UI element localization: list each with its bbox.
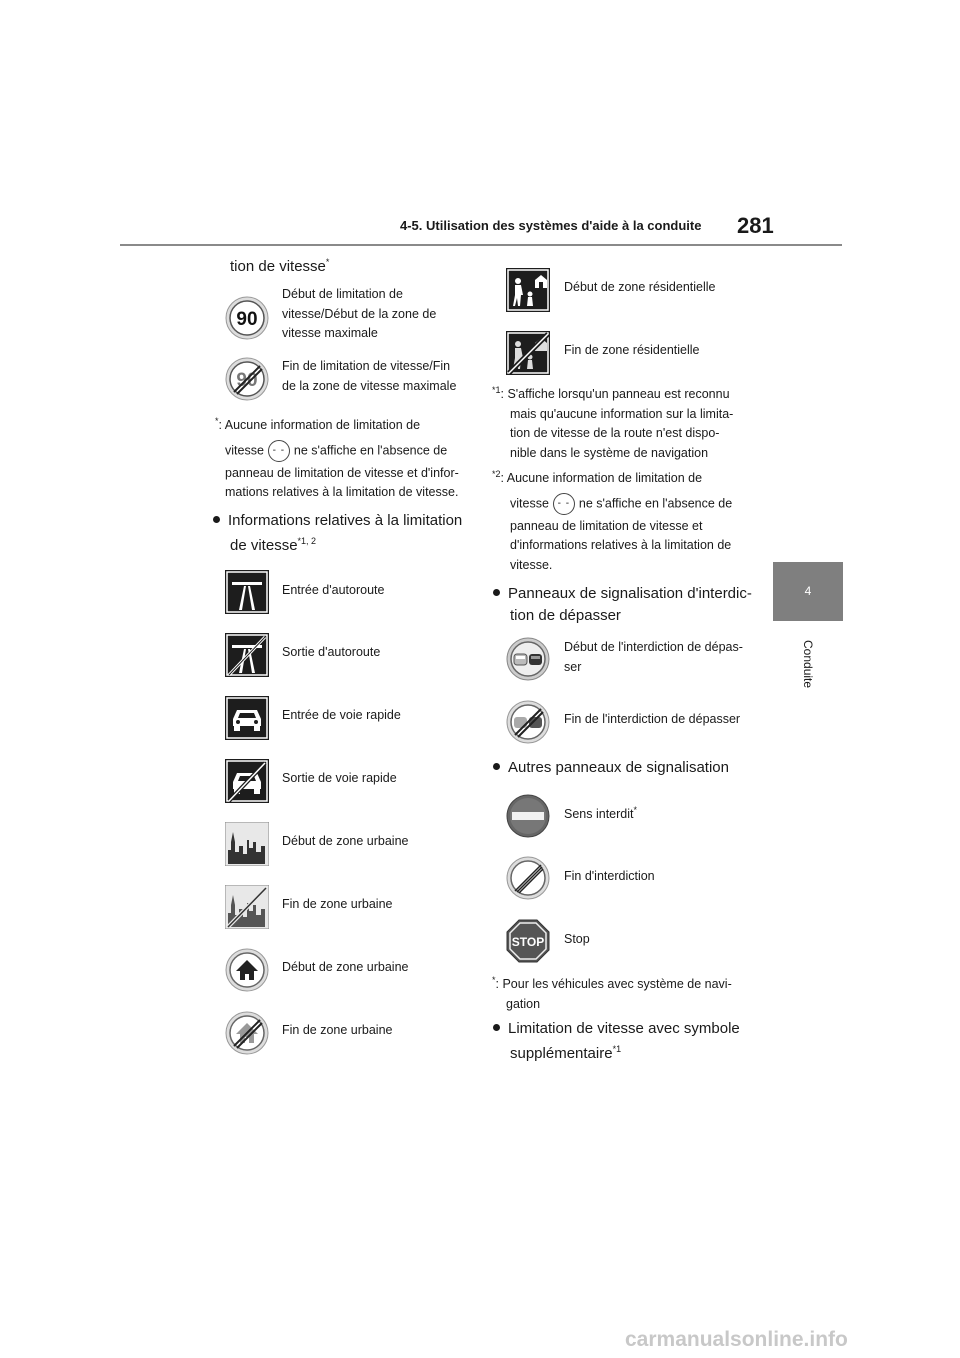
bullet-icon xyxy=(493,1024,500,1031)
header-divider xyxy=(120,244,842,246)
speed-90-text: 90 xyxy=(236,309,258,330)
footnote-text: vitesse. xyxy=(510,557,553,572)
heading-text: Autres panneaux de signalisation xyxy=(508,759,729,776)
no-entry-icon xyxy=(506,794,550,838)
motorway-exit-icon xyxy=(225,633,269,677)
sign-label: Début de zone urbaine xyxy=(282,834,409,848)
no-limit-dash-icon: - - xyxy=(268,440,290,462)
continued-heading xyxy=(230,256,329,278)
footnote-text: mations relatives à la limitation de vitesse. xyxy=(225,485,459,499)
footnote-text: nible dans le système de navigation xyxy=(510,445,709,460)
bullet-icon xyxy=(213,516,220,523)
speed-90-icon xyxy=(225,296,269,340)
page-number: 281 xyxy=(737,213,774,238)
heading-text: Panneaux de signalisation d'interdic- xyxy=(508,585,752,602)
heading-text: tion de dépasser xyxy=(510,607,621,624)
end-no-overtaking-icon xyxy=(506,700,550,744)
section-heading xyxy=(493,757,763,779)
footnote-text: : S'affiche lorsqu'un panneau est reconnu xyxy=(500,387,730,401)
end-speed-90-text: 90 xyxy=(236,370,258,391)
footnote-text: : Aucune information de limitation de xyxy=(500,471,703,485)
urban-house-end-icon xyxy=(225,1011,269,1055)
expressway-entry-icon xyxy=(225,696,269,740)
footnote-mark: * xyxy=(633,804,637,815)
sign-label: Entrée d'autoroute xyxy=(282,583,385,597)
footnote-text: d'informations relatives à la limitation de xyxy=(510,538,732,552)
sign-label-text: Sens interdit xyxy=(564,807,634,821)
sign-label: Début de zone résidentielle xyxy=(564,280,716,294)
footnote-text: tion de vitesse de la route n'est dispo- xyxy=(510,426,720,440)
residential-zone-start-icon xyxy=(506,268,550,312)
sign-label xyxy=(564,805,754,825)
sign-label: Fin de limitation de vitesse/Fin de la zone de vitesse maximale xyxy=(282,359,457,393)
section-heading xyxy=(493,583,763,627)
footnote-mark: *1 xyxy=(492,384,501,395)
sign-label: Fin de zone urbaine xyxy=(282,1023,393,1037)
heading-text: de vitesse xyxy=(230,537,298,554)
no-limit-dash-icon: - - xyxy=(553,493,575,515)
heading-text: supplémentaire xyxy=(510,1045,613,1062)
footnote xyxy=(492,385,762,463)
watermark: carmanualsonline.info xyxy=(625,1328,848,1351)
heading-text: Informations relatives à la limitation xyxy=(228,512,463,529)
footnote-mark: * xyxy=(325,257,330,267)
section-title: 4-5. Utilisation des systèmes d'aide à la conduite xyxy=(400,218,702,233)
footnote-text: ne s'affiche en l'absence de xyxy=(293,442,448,457)
chapter-tab[interactable]: 4 xyxy=(773,562,843,621)
footnote-text: gation xyxy=(506,996,541,1011)
footnote-mark: *1 xyxy=(612,1044,622,1054)
footnote-text: mais qu'aucune information sur la limita- xyxy=(510,406,734,421)
sign-label: Fin de zone résidentielle xyxy=(564,343,700,357)
footnote xyxy=(492,975,762,1014)
urban-house-start-icon xyxy=(225,948,269,992)
footnote xyxy=(215,416,470,503)
bullet-icon xyxy=(493,589,500,596)
stop-sign-text: STOP xyxy=(511,935,545,949)
continued-heading-text: tion de vitesse xyxy=(230,258,326,275)
section-heading xyxy=(213,510,473,557)
footnote-mark: *1, 2 xyxy=(297,536,317,546)
sign-label: Entrée de voie rapide xyxy=(282,708,401,722)
chapter-label xyxy=(768,640,848,700)
end-of-restrictions-icon xyxy=(506,856,550,900)
sign-label xyxy=(564,638,754,677)
chapter-label-text: Conduite xyxy=(801,640,815,689)
stop-sign-icon xyxy=(506,919,550,963)
footnote-mark: *2 xyxy=(492,468,501,479)
residential-zone-end-icon xyxy=(506,331,550,375)
sign-label-line: Fin de l'interdiction de dépasser xyxy=(564,712,741,726)
sign-label: Sortie de voie rapide xyxy=(282,771,397,785)
sign-label: Stop xyxy=(564,932,590,946)
bullet-icon xyxy=(493,763,500,770)
end-speed-90-icon xyxy=(225,357,269,401)
footnote-mark: * xyxy=(215,415,219,426)
footnote-text: : Aucune information de limitation de xyxy=(218,418,421,432)
footnote-text: panneau de limitation de vitesse et d'infor- xyxy=(225,465,459,480)
footnote-text: ne s'affiche en l'absence de xyxy=(578,495,733,510)
expressway-exit-icon xyxy=(225,759,269,803)
heading-text: Limitation de vitesse avec symbole xyxy=(508,1020,740,1037)
footnote-text: : Pour les véhicules avec système de navi- xyxy=(495,977,732,991)
sign-label: Début de zone urbaine xyxy=(282,960,409,974)
sign-label-line: ser xyxy=(564,659,582,674)
urban-zone-start-icon xyxy=(225,822,269,866)
section-heading xyxy=(493,1018,763,1065)
footnote-mark: * xyxy=(492,974,496,985)
sign-label: Fin de zone urbaine xyxy=(282,897,393,911)
sign-label-line: Début de l'interdiction de dépas- xyxy=(564,640,743,654)
footnote-text: vitesse xyxy=(225,442,264,457)
footnote-text: vitesse xyxy=(510,495,549,510)
sign-label xyxy=(564,710,754,730)
urban-zone-end-icon xyxy=(225,885,269,929)
motorway-entry-icon xyxy=(225,570,269,614)
footnote-text: panneau de limitation de vitesse et xyxy=(510,518,703,533)
sign-label: Fin d'interdiction xyxy=(564,869,655,883)
sign-label: Début de limitation de vitesse/Début de la zone de vitesse maximale xyxy=(282,287,437,340)
no-overtaking-icon xyxy=(506,637,550,681)
sign-label: Sortie d'autoroute xyxy=(282,645,381,659)
footnote xyxy=(492,469,762,575)
